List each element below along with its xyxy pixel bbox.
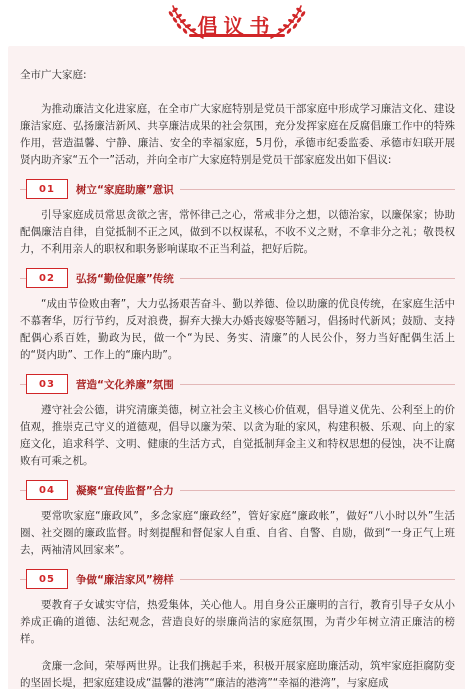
section-body: 要常吹家庭“廉政风”，多念家庭“廉政经”，管好家庭“廉政帐”，做好“八小时以外”生活圈、社交圈的廉政监督。时刻提醒和督促家人自重、自省、自警、自励，做到“一身正气上班去，两袖清风回家来”。 <box>20 510 455 556</box>
section-number-badge: 05 <box>26 569 68 589</box>
page-title: 倡议书 <box>197 13 276 38</box>
section-header-02 <box>20 268 455 288</box>
section-header-04 <box>20 480 455 500</box>
section-title: 营造“文化养廉”氛围 <box>68 377 180 392</box>
letter-intro: 为推动廉洁文化进家庭，在全市广大家庭特别是党员干部家庭中形成学习廉洁文化、建设廉洁家庭、弘扬廉洁新风、共享廉洁成果的社会氛围，充分发挥家庭在反腐倡廉工作中的特殊作用，营造温馨、宁静、廉洁、安全的幸福家庭，5月份，承德市纪委监委、承德市妇联开展贤内助齐家“五个一”活动，并向全市广大家庭特别是党员干部家庭发出如下倡议: <box>20 103 455 166</box>
section-title: 凝聚“宣传监督”合力 <box>68 483 180 498</box>
section-body: 引导家庭成员常思贪欲之害，常怀律己之心，常戒非分之想，以德治家，以廉保家；协助配偶廉洁自律，自觉抵制不正之风，做到不以权谋私，不收不义之财，不拿非分之礼；敬畏权力，不利用亲人的职权和职务影响谋取不正当利益，把好后院。 <box>20 209 455 255</box>
section-header-01 <box>20 179 455 199</box>
section-title: 树立“家庭助廉”意识 <box>68 182 180 197</box>
title-wrap <box>157 0 317 44</box>
section-body: 要教育子女诚实守信，热爱集体，关心他人。用自身公正廉明的言行，教育引导子女从小养成正确的道德、法纪观念，营造良好的崇廉尚洁的家庭氛围，为青少年树立清正廉洁的榜样。 <box>20 599 455 645</box>
page-header <box>0 0 473 44</box>
letter-greeting: 全市广大家庭: <box>20 69 87 81</box>
closing-paragraph: 贪廉一念间，荣辱两世界。让我们携起手来，积极开展家庭助廉活动，筑牢家庭拒腐防变的坚固长堤，把家庭建设成“温馨的港湾”“廉洁的港湾”“幸福的港湾”，与家庭成 <box>20 660 455 689</box>
section-header-05 <box>20 569 455 589</box>
section-header-03 <box>20 374 455 394</box>
letter-content <box>8 46 465 689</box>
section-number-badge: 02 <box>26 268 68 288</box>
section-number-badge: 03 <box>26 374 68 394</box>
section-number-badge: 04 <box>26 480 68 500</box>
section-title: 弘扬“勤俭促廉”传统 <box>68 271 180 286</box>
section-title: 争做“廉洁家风”榜样 <box>68 572 180 587</box>
section-body: “成由节俭败由奢”，大力弘扬艰苦奋斗、勤以养德、俭以助廉的优良传统，在家庭生活中不慕奢华，厉行节约，反对浪费，摒弃大操大办婚丧嫁娶等陋习，倡扬时代新风；鼓励、支持配偶心系百姓，勤政为民，做一个“为民、务实、清廉”的人民公仆，努力当好配偶生活上的“贤内助”、工作上的“廉内助”。 <box>20 298 455 361</box>
section-number-badge: 01 <box>26 179 68 199</box>
section-body: 遵守社会公德，讲究清廉美德，树立社会主义核心价值观，倡导道义优先、公利至上的价值观，推崇克己守义的道德观，倡导以廉为荣、以贪为耻的家风，构建积极、乐观、向上的家庭文化，追求科学、文明、健康的生活方式，自觉抵制拜金主义和特权思想的侵蚀，决不让腐败有可乘之机。 <box>20 404 455 467</box>
